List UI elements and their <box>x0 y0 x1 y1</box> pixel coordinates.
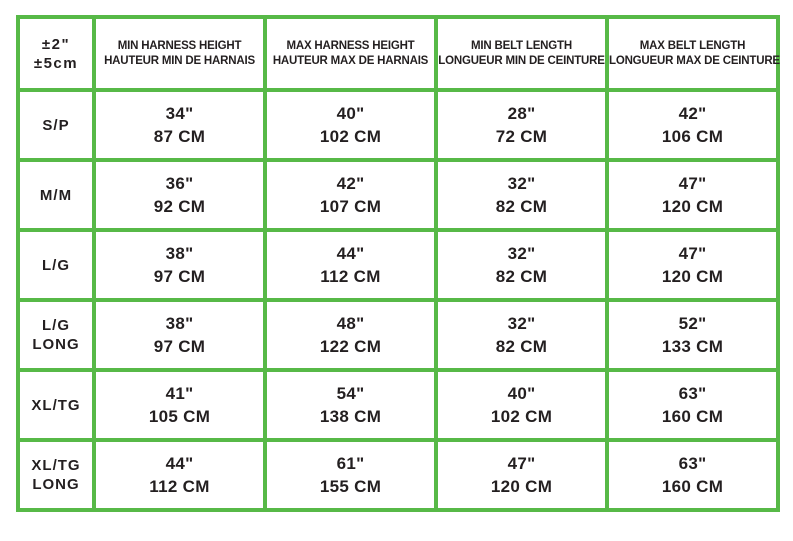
value-inches: 38" <box>165 314 194 333</box>
column-header-max-belt-length <box>607 17 778 90</box>
value-cell <box>607 370 778 440</box>
column-header-min-belt-length <box>436 17 607 90</box>
value-cell <box>436 300 607 370</box>
value-cell <box>94 90 265 160</box>
value-inches: 63" <box>678 384 707 403</box>
value-cm: 87 CM <box>153 127 206 146</box>
column-header-fr: LONGUEUR MAX DE CEINTURE <box>609 54 780 67</box>
value-cm: 106 CM <box>661 127 724 146</box>
column-header-fr: LONGUEUR MIN DE CEINTURE <box>438 54 605 67</box>
value-cm: 107 CM <box>319 197 382 216</box>
value-inches: 42" <box>678 104 707 123</box>
value-cell <box>436 90 607 160</box>
value-inches: 61" <box>336 454 365 473</box>
value-cell <box>265 370 436 440</box>
value-cell <box>94 440 265 510</box>
value-cm: 160 CM <box>661 477 724 496</box>
column-header-min-harness-height <box>94 17 265 90</box>
value-cell <box>94 300 265 370</box>
column-header-fr: HAUTEUR MIN DE HARNAIS <box>104 54 255 67</box>
size-label: XL/TG <box>18 370 94 440</box>
value-inches: 42" <box>336 174 365 193</box>
value-cell <box>265 440 436 510</box>
value-inches: 48" <box>336 314 365 333</box>
value-inches: 47" <box>678 244 707 263</box>
column-header-en: MAX HARNESS HEIGHT <box>286 40 415 52</box>
value-cell <box>436 440 607 510</box>
header-row <box>18 17 778 90</box>
table-row-lg <box>18 230 778 300</box>
value-inches: 32" <box>507 314 536 333</box>
value-inches: 41" <box>165 384 194 403</box>
value-cm: 112 CM <box>149 477 210 496</box>
value-cell <box>94 370 265 440</box>
value-cell <box>94 160 265 230</box>
value-inches: 32" <box>507 174 536 193</box>
value-cm: 122 CM <box>319 337 382 356</box>
value-cm: 105 CM <box>148 407 211 426</box>
size-label: L/G <box>18 230 94 300</box>
value-cm: 120 CM <box>661 267 724 286</box>
value-cm: 138 CM <box>319 407 382 426</box>
value-inches: 63" <box>678 454 707 473</box>
value-cell <box>607 300 778 370</box>
value-cm: 72 CM <box>495 127 548 146</box>
table-row-xltg-long <box>18 440 778 510</box>
size-label: L/G LONG <box>18 300 94 370</box>
value-cm: 82 CM <box>495 267 548 286</box>
table-row-mm <box>18 160 778 230</box>
value-cm: 133 CM <box>661 337 724 356</box>
value-inches: 47" <box>507 454 536 473</box>
value-cell <box>94 230 265 300</box>
value-cell <box>607 230 778 300</box>
value-cm: 120 CM <box>661 197 724 216</box>
value-cm: 102 CM <box>490 407 553 426</box>
value-inches: 34" <box>165 104 194 123</box>
value-cm: 155 CM <box>319 477 382 496</box>
value-inches: 52" <box>678 314 707 333</box>
value-cell <box>265 90 436 160</box>
value-cm: 92 CM <box>153 197 206 216</box>
value-inches: 47" <box>678 174 707 193</box>
value-cell <box>607 90 778 160</box>
value-inches: 36" <box>165 174 194 193</box>
value-cell <box>265 230 436 300</box>
value-cm: 112 CM <box>320 267 381 286</box>
value-inches: 40" <box>507 384 536 403</box>
value-cm: 120 CM <box>490 477 553 496</box>
value-cm: 102 CM <box>319 127 382 146</box>
value-cm: 97 CM <box>153 337 206 356</box>
value-cm: 97 CM <box>153 267 206 286</box>
table-row-sp <box>18 90 778 160</box>
value-cell <box>436 160 607 230</box>
value-inches: 38" <box>165 244 194 263</box>
value-cell <box>436 230 607 300</box>
value-cm: 82 CM <box>495 337 548 356</box>
value-cell <box>607 160 778 230</box>
value-cell <box>436 370 607 440</box>
value-inches: 44" <box>165 454 194 473</box>
size-label: S/P <box>18 90 94 160</box>
table-row-lg-long <box>18 300 778 370</box>
value-cell <box>265 300 436 370</box>
value-inches: 44" <box>336 244 365 263</box>
value-cell <box>265 160 436 230</box>
value-cm: 82 CM <box>495 197 548 216</box>
value-cm: 160 CM <box>661 407 724 426</box>
value-inches: 54" <box>336 384 365 403</box>
value-cell <box>607 440 778 510</box>
value-inches: 32" <box>507 244 536 263</box>
tolerance-inches: ±2" <box>41 35 71 53</box>
size-label: M/M <box>18 160 94 230</box>
size-label: XL/TG LONG <box>18 440 94 510</box>
tolerance-cm: ±5cm <box>33 54 79 72</box>
value-inches: 28" <box>507 104 536 123</box>
value-inches: 40" <box>336 104 365 123</box>
tolerance-note <box>18 17 94 90</box>
column-header-en: MIN HARNESS HEIGHT <box>117 40 242 52</box>
harness-sizing-table <box>16 15 780 512</box>
table-row-xltg <box>18 370 778 440</box>
column-header-en: MAX BELT LENGTH <box>639 40 746 52</box>
column-header-en: MIN BELT LENGTH <box>471 40 572 52</box>
column-header-max-harness-height <box>265 17 436 90</box>
column-header-fr: HAUTEUR MAX DE HARNAIS <box>272 54 429 67</box>
